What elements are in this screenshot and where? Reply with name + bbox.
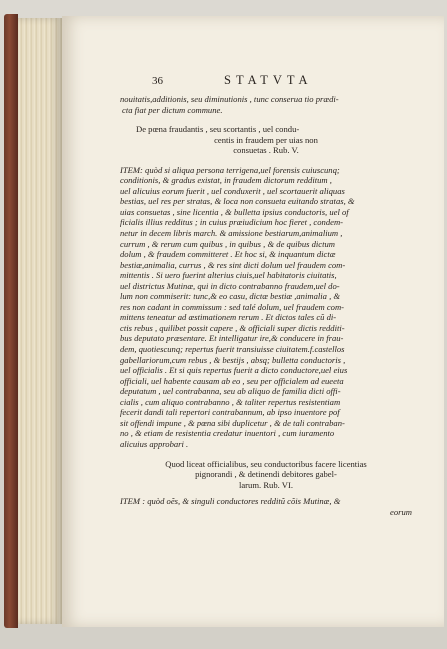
text-line: ficialis illius redditus ; in cuius præiudicium hoc fieret , condem- [120,217,344,228]
heading-line: consuetas . Rub. V. [233,145,299,156]
text-line: mittentis . Si uero fuerint alterius ciuis,uel habitatoris ciuitatis, [120,270,337,281]
text-line: dem, quotiescunq; repertus fuerit transiuisse ciuitatem.f.castellos [120,344,345,355]
text-line: bestias, uel res per stratas, & loca non consueta euitando stratas, & [120,196,355,207]
page-number: 36 [152,75,163,87]
text-line: currum , & rerum cum quibus , in quibus , & de quibus dictum [120,238,335,249]
text-line: res non cadant in commissum : sed talé dolum, uel fraudem com- [120,301,345,312]
text-line: bestiæ,animalia, currus , & res sint dicti dolum uel fraudem com- [120,259,346,270]
running-title: STATVTA [224,73,313,87]
text-line: uel officialis . Et si quis repertus fuerit a dicto conductore,uel eius [120,365,348,376]
text-line: nouitatis,additionis, seu diminutionis , tunc conserua tio prædi- [120,94,339,104]
text-line: netur in decem libris march. & amissione bestiarum,animalium , [120,228,343,239]
text-line: cta fiat per dictum commune. [122,104,223,115]
text-line: bus deputato præsentare. Et intelligatur ire,& conducere in frau- [120,333,344,344]
rubric-heading-5 [120,124,412,156]
book-binding-edge [4,14,18,628]
text-line: mittens teneatur ad æstimationem rerum . Et dictos tales cũ di- [120,312,337,323]
text-line: officiali, uel habente causam ab eo , seu per officialem ad eueeta [120,375,344,386]
text-line: deputatum , uel contrabanna, seu ab aliquo de familia dicti offi- [120,386,341,397]
text-line: gabellariorum,cum rebus , & bestijs , absq; bulletta conductoris , [120,354,346,365]
heading-line: larum. Rub. VI. [238,479,294,490]
text-line: fecerit dandi tali repertori contrabannum, ab ipso inuentore pof [120,407,340,418]
heading-line: centis in fraudem per uias non [214,134,318,145]
text-line: eorum [390,506,412,517]
page-edges [18,18,62,624]
text-line: uel districtus Mutinæ, qui in dicto contrabanno fraudem,uel do- [120,280,340,291]
intro-text [120,94,412,115]
heading-line: De pœna fraudantis , seu scortantis , uel condu- [136,124,300,135]
text-line: ctis rebus , quilibet possit capere , & officiali super dictis redditi- [120,322,345,333]
paragraph-2 [120,496,412,517]
text-line: ITEM : quòd oẽs, & singuli conductores redditũ cõis Mutinæ, & [120,496,341,507]
paragraph-1 [120,165,412,450]
text-line: conditionis, & gradus existat, in fraudem dictorum redditum , [120,175,332,186]
text-line: cialis , cum aliquo contrabanno , & taliter repertus resistentiam [120,396,341,407]
text-line: uias consuetas , sine licentia , & bulletta ipsius conductoris, uel of [120,206,349,217]
text-line: ITEM: quòd si aliqua persona terrigena,uel forensis cuiuscunq; [120,164,340,175]
heading-line: Quod liceat officialibus, seu conductoribus facere licentias [165,458,367,469]
text-line: lum non commiserit: tunc,& eo casu, dictæ bestiæ ,animalia , & [120,291,341,302]
text-line: sit offendi impune , & pœna sibi duplicetur , & de tali contraban- [120,417,345,428]
rubric-heading-6 [120,459,412,491]
heading-line: pignorandi , & detinendi debitores gabel- [195,469,337,480]
text-line: dolum , & fraudem committeret . Et hoc si, & inquantum dictæ [120,249,336,260]
text-line: uel alicuius eorum fuerit , uel conduxerit , uel scortauerit aliquas [120,185,345,196]
text-line: alicuius approbari . [120,438,189,449]
page-header [120,73,412,92]
page-text-block [120,73,412,517]
text-line: no , & etiam de resistentia credatur inuentori , cum iuramento [120,428,335,439]
